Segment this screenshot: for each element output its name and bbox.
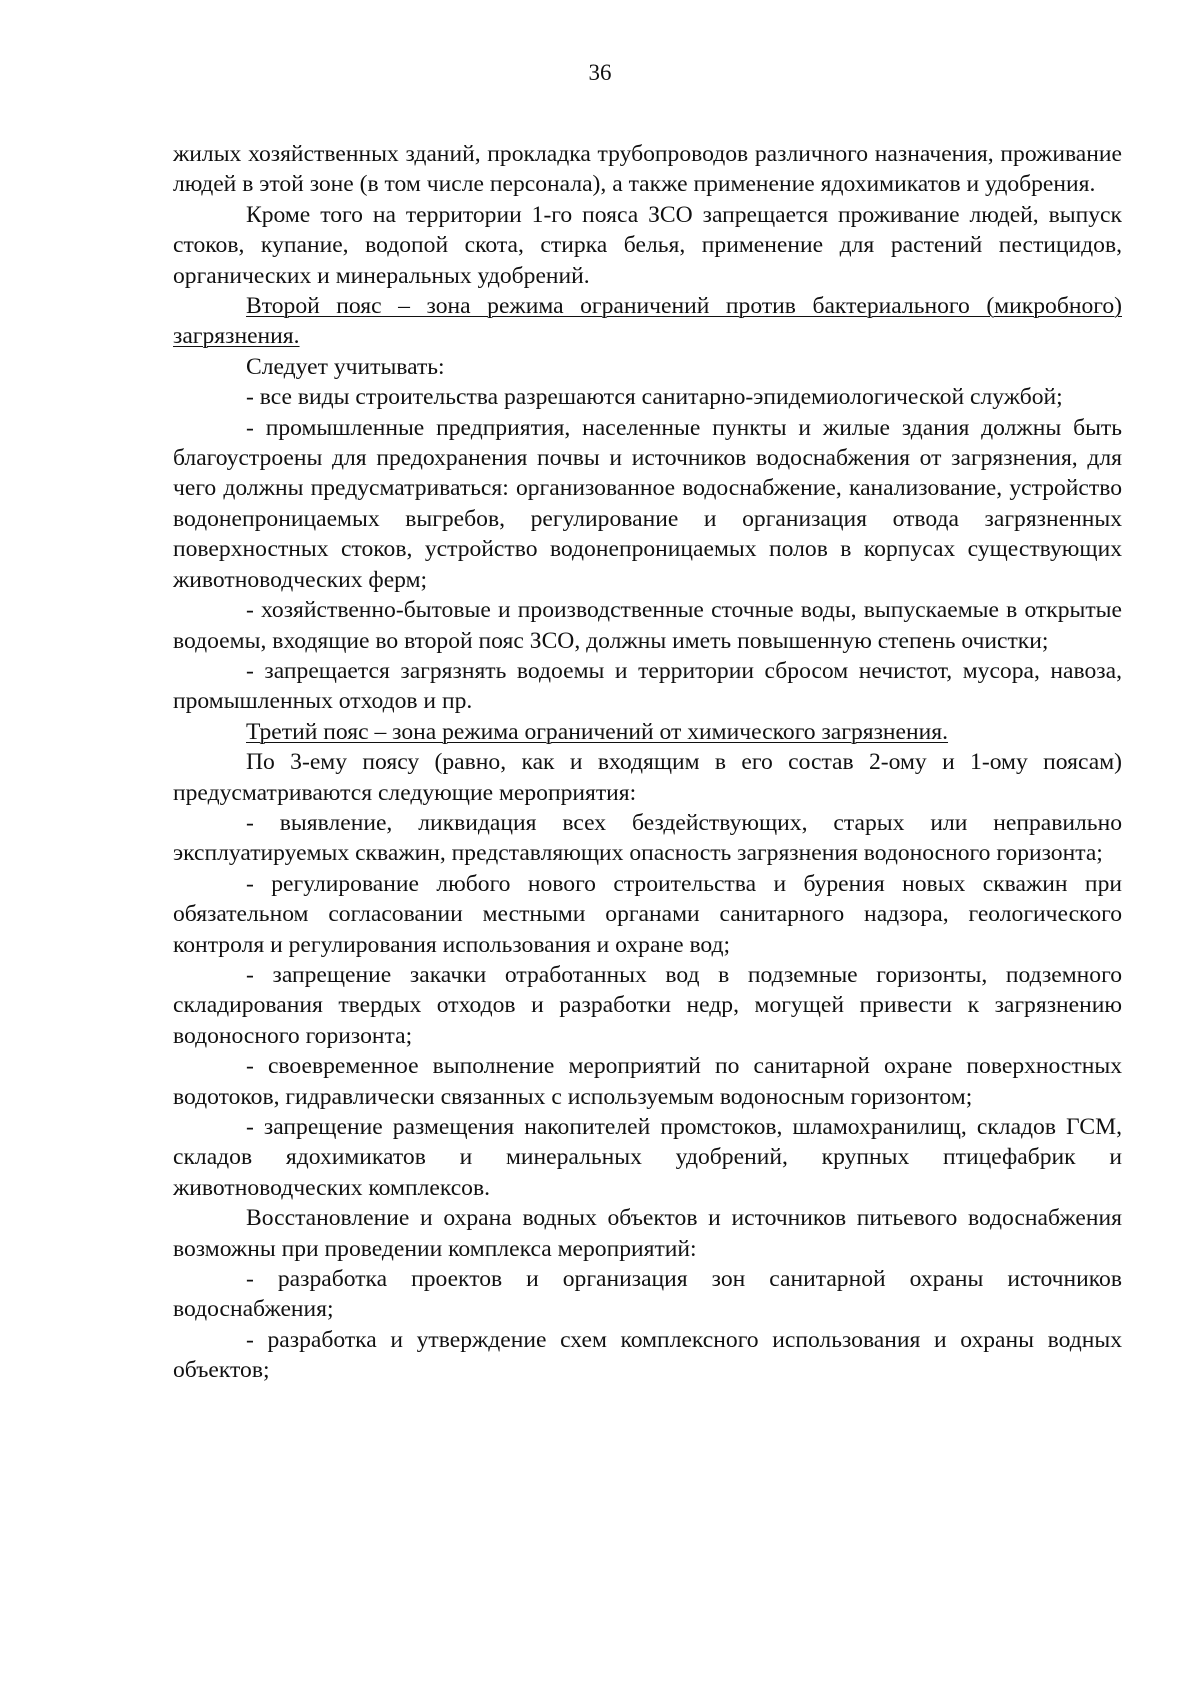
heading-second-belt	[173, 291, 1122, 352]
list-item: - запрещение закачки отработанных вод в подземные горизонты, подземного складирования твердых отходов и разработки недр, могущей привести к загрязнению водоносного горизонта;	[173, 961, 1122, 1049]
list-item: - промышленные предприятия, населенные пункты и жилые здания должны быть благоустроены для предохранения почвы и источников водоснабжения от загрязнения, для чего должны предусматриваться: организованное водоснабжение, канализование, устройство водонепроницаемых выгребов, регулирование и организация отвода загрязненных поверхностных стоков, устройство водонепроницаемых полов в корпусах существующих животноводческих ферм;	[173, 414, 1122, 593]
list-item: - все виды строительства разрешаются санитарно-эпидемиологической службой;	[246, 384, 1063, 411]
list-item: - своевременное выполнение мероприятий по санитарной охране поверхностных водотоков, гидравлически связанных с используемым водоносным горизонтом;	[173, 1053, 1122, 1110]
paragraph-third-belt-measures: По 3-ему поясу (равно, как и входящим в его состав 2-ому и 1-ому поясам) предусматриваются следующие мероприятия:	[173, 749, 1122, 806]
paragraph-zone1-prohibitions: Кроме того на территории 1-го пояса ЗСО запрещается проживание людей, выпуск стоков, купание, водопой скота, стирка белья, применение для растений пестицидов, органических и минеральных удобрений.	[173, 201, 1122, 289]
page-number: 36	[588, 60, 612, 85]
document-body	[173, 139, 1122, 1386]
paragraph-consider: Следует учитывать:	[246, 353, 445, 380]
list-item: - разработка и утверждение схем комплексного использования и охраны водных объектов;	[173, 1326, 1122, 1384]
paragraph-continuation: жилых хозяйственных зданий, прокладка трубопроводов различного назначения, проживание людей в этой зоне (в том числе персонала), а также применение ядохимикатов и удобрения.	[173, 141, 1122, 198]
heading-third-belt	[173, 717, 1122, 747]
list-item: - запрещение размещения накопителей промстоков, шламохранилищ, складов ГСМ, складов ядохимикатов и минеральных удобрений, крупных птицефабрик и животноводческих комплексов.	[173, 1114, 1122, 1201]
list-item: - выявление, ликвидация всех бездействующих, старых или неправильно эксплуатируемых скважин, представляющих опасность загрязнения водоносного горизонта;	[173, 809, 1122, 867]
list-item: - регулирование любого нового строительства и бурения новых скважин при обязательном согласовании местными органами санитарного надзора, геологического контроля и регулирования использования и охране вод;	[173, 870, 1122, 958]
list-item: - запрещается загрязнять водоемы и территории сбросом нечистот, мусора, навоза, промышленных отходов и пр.	[173, 657, 1122, 715]
heading-second-belt-text: Второй пояс – зона режима ограничений против бактериального (микробного) загрязнения.	[173, 293, 1122, 350]
heading-third-belt-text: Третий пояс – зона режима ограничений от химического загрязнения.	[246, 718, 949, 745]
list-item: - хозяйственно-бытовые и производственные сточные воды, выпускаемые в открытые водоемы, входящие во второй пояс ЗСО, должны иметь повышенную степень очистки;	[173, 597, 1122, 654]
list-item: - разработка проектов и организация зон санитарной охраны источников водоснабжения;	[173, 1266, 1122, 1323]
paragraph-restoration: Восстановление и охрана водных объектов и источников питьевого водоснабжения возможны при проведении комплекса мероприятий:	[173, 1205, 1122, 1262]
